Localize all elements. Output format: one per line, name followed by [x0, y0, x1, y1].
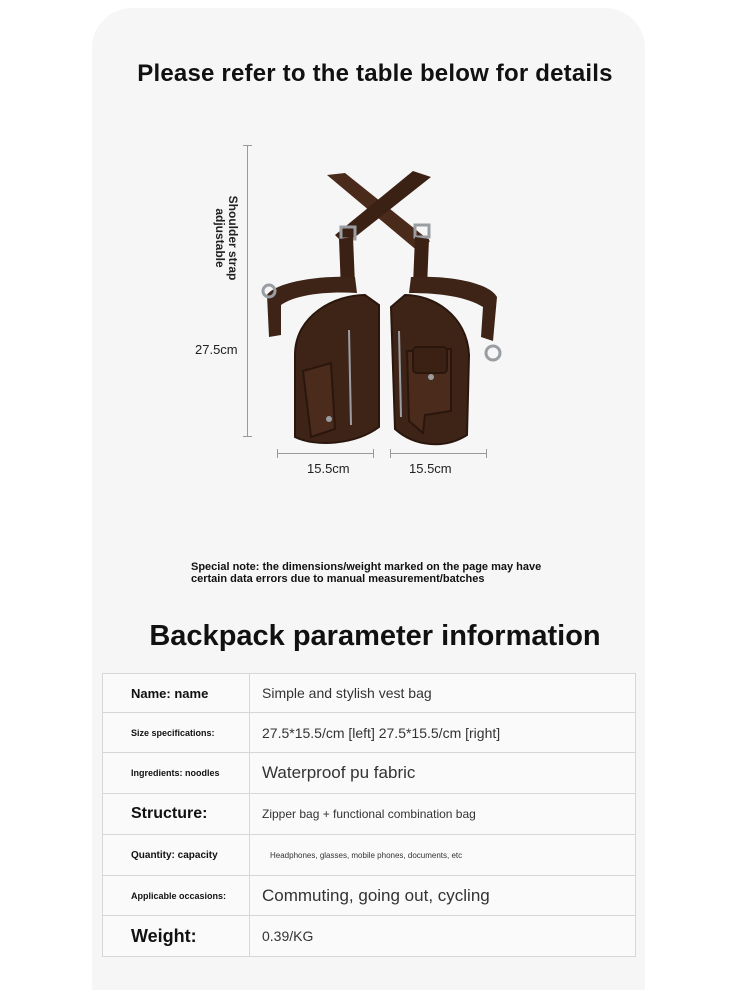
page-title: Please refer to the table below for details	[137, 60, 613, 87]
height-label: 27.5cm	[195, 342, 238, 357]
param-value: 0.39/KG	[250, 916, 636, 957]
table-row	[103, 876, 636, 916]
param-key: Structure:	[103, 794, 250, 835]
param-key: Size specifications:	[103, 713, 250, 753]
param-value: Waterproof pu fabric	[250, 753, 636, 794]
right-ring	[486, 346, 500, 360]
right-pocket-flap	[413, 347, 447, 373]
param-value: 27.5*15.5/cm [left] 27.5*15.5/cm [right]	[250, 713, 636, 753]
param-key: Name: name	[103, 674, 250, 713]
param-key: Quantity: capacity	[103, 835, 250, 876]
table-row	[103, 753, 636, 794]
table-row	[103, 674, 636, 713]
section-title: Backpack parameter information	[149, 620, 601, 652]
parameter-table	[102, 673, 636, 957]
strap-adjustable-label: Shoulder strap adjustable	[213, 195, 240, 281]
right-width-label: 15.5cm	[409, 461, 452, 476]
param-key: Weight:	[103, 916, 250, 957]
param-key: Ingredients: noodles	[103, 753, 250, 794]
height-dimension-line	[247, 145, 248, 437]
left-width-label: 15.5cm	[307, 461, 350, 476]
table-row	[103, 794, 636, 835]
param-value: Commuting, going out, cycling	[250, 876, 636, 916]
param-value: Headphones, glasses, mobile phones, documents, etc	[250, 835, 636, 876]
table-row	[103, 713, 636, 753]
left-snap-button	[326, 416, 332, 422]
right-snap-button	[428, 374, 434, 380]
table-row	[103, 835, 636, 876]
table-row	[103, 916, 636, 957]
param-value: Simple and stylish vest bag	[250, 674, 636, 713]
product-image	[255, 165, 505, 455]
special-note: Special note: the dimensions/weight marked on the page may have certain data errors due to manual measurement/batches	[191, 561, 542, 585]
param-key: Applicable occasions:	[103, 876, 250, 916]
param-value: Zipper bag + functional combination bag	[250, 794, 636, 835]
